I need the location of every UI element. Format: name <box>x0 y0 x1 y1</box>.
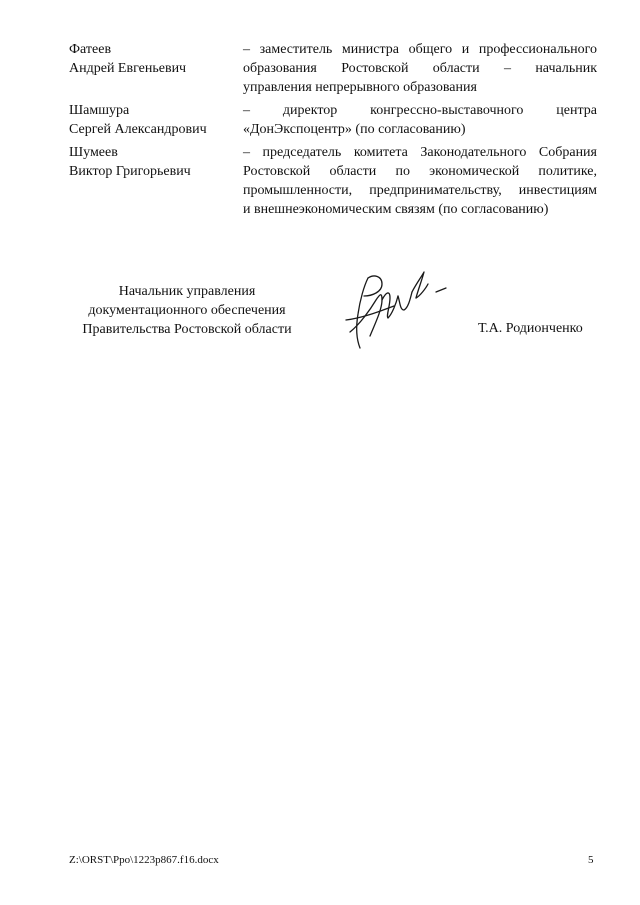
member-name <box>69 143 243 219</box>
member-given-names: Сергей Александрович <box>69 122 207 137</box>
member-name <box>69 40 243 97</box>
handwritten-signature <box>338 266 458 356</box>
member-given-names: Андрей Евгеньевич <box>69 61 187 76</box>
member-role-line: промышленности, предпринимательству, инвестициям <box>243 183 597 198</box>
member-role-line: – заместитель министра общего и профессионального <box>243 42 597 57</box>
signatory-title-line: документационного обеспечения <box>88 303 286 318</box>
page-number: 5 <box>588 854 594 866</box>
member-role-line: образования Ростовской области – начальник <box>243 61 597 76</box>
member-role <box>243 101 597 139</box>
footer-file-path: Z:\ORST\Ppo\1223p867.f16.docx <box>69 854 219 866</box>
member-entry <box>69 101 597 139</box>
member-role-line: – директор конгрессно-выставочного центра <box>243 103 597 118</box>
member-role-line: и внешнеэкономическим связям (по согласованию) <box>243 202 549 217</box>
member-surname: Шумеев <box>69 145 118 160</box>
member-role <box>243 143 597 219</box>
member-role-line: – председатель комитета Законодательного Собрания <box>243 145 597 160</box>
member-role-line: «ДонЭкспоцентр» (по согласованию) <box>243 122 466 137</box>
signatory-title-line: Начальник управления <box>118 284 256 299</box>
member-entry <box>69 40 597 97</box>
signatory-title <box>69 282 305 339</box>
member-entry <box>69 143 597 219</box>
member-role <box>243 40 597 97</box>
signer-name: Т.А. Родионченко <box>478 321 583 336</box>
member-name <box>69 101 243 139</box>
member-surname: Шамшура <box>69 103 130 118</box>
member-role-line: Ростовской области по экономической политике, <box>243 164 597 179</box>
member-role-line: управления непрерывного образования <box>243 80 477 95</box>
member-given-names: Виктор Григорьевич <box>69 164 191 179</box>
member-surname: Фатеев <box>69 42 112 57</box>
signatory-title-line: Правительства Ростовской области <box>82 322 292 337</box>
members-list <box>69 40 597 223</box>
